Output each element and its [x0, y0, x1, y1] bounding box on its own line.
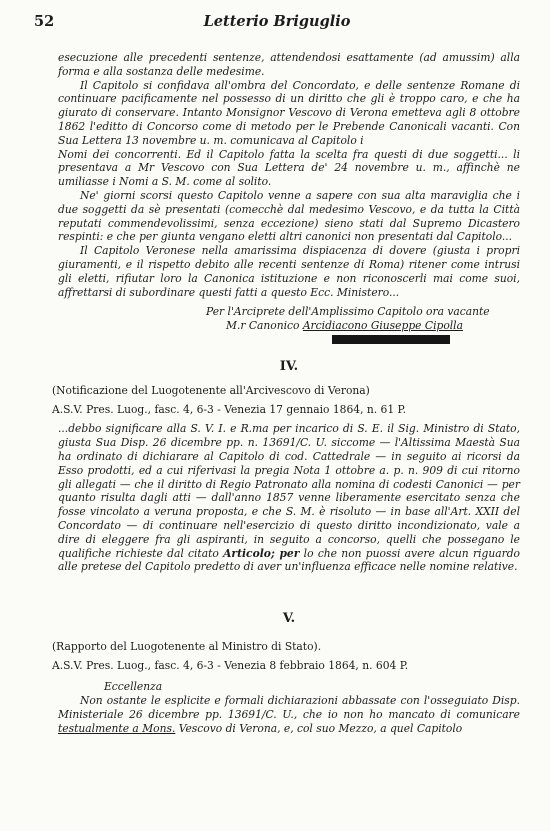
section-title: (Notificazione del Luogotenente all'Arcivescovo di Verona) [52, 383, 370, 397]
text-run: Vescovo di Verona, e, col suo Mezzo, a quel Capitolo [175, 721, 463, 735]
signature-block [58, 305, 520, 344]
paragraph: Ne' giorni scorsi questo Capitolo venne a sapere con sua alta maraviglia che i due soggetti da sè presentati (comecchè dal medesimo Vescovo, e da tutta la Città reputati commendevolissimi, senza eccezione) sieno stati dal Supremo Dicastero respinti: e che per giunta vengano eletti altri canonici non presentati dal Capitolo... [58, 188, 520, 244]
archive-reference: A.S.V. Pres. Luog., fasc. 4, 6-3 - Venezia 8 febbraio 1864, n. 604 P. [52, 658, 409, 672]
signature-line-2 [58, 319, 520, 333]
signature-prefix: M.r Canonico [226, 319, 303, 333]
page-header [34, 13, 520, 33]
page-number: 52 [34, 13, 55, 30]
paragraph: Nomi dei concorrenti. Ed il Capitolo fatta la scelta fra questi di due soggetti... li presentava a Mr Vescovo con Sua Lettera de' 24 novembre u. m., affinchè ne umiliasse i Nomi a S. M. come al solito. [58, 147, 520, 189]
running-title: Letterio Briguglio [203, 13, 351, 30]
page-body [52, 51, 520, 736]
paragraph-continuation: esecuzione alle precedenti sentenze, attendendosi esattamente (ad amussim) alla forma e alla sostanza delle medesime. [58, 51, 520, 78]
redaction-bar [332, 335, 450, 344]
section-title: (Rapporto del Luogotenente al Ministro di Stato). [52, 639, 322, 653]
archive-reference: A.S.V. Pres. Luog., fasc. 4, 6-3 - Venezia 17 gennaio 1864, n. 61 P. [52, 402, 406, 416]
paragraph [58, 694, 520, 735]
text-run: Non ostante le esplicite e formali dichiarazioni abbassate con l'osseguiato Disp. Ministeriale 26 dicembre pp. 13691/C. U., che io non ho mancato di comunicare [58, 694, 520, 722]
section-numeral-iv: IV. [279, 358, 299, 374]
signature-name: Arcidiacono Giuseppe Cipolla [302, 319, 463, 333]
bold-text-run: Articolo; per [223, 546, 300, 560]
paragraph: Il Capitolo si confidava all'ombra del Concordato, e delle sentenze Romane di continuare pacificamente nel possesso di un diritto che gli è troppo caro, e che ha giurato di conservare. Intanto Monsignor Vescovo di Verona emetteva agli 8 ottobre 1862 l'editto di Concorso come di metodo per le Prebende Canonicali vacanti. Con Sua Lettera 13 novembre u. m. comunicava al Capitolo i [58, 78, 520, 147]
text-run: ...debbo significare alla S. V. I. e R.ma per incarico di S. E. il Sig. Ministro di Stato, giusta Sua Disp. 26 dicembre pp. n. 13691/C. U. siccome — l'Altissima Maestà Sua ha ordinato di dichiarare al Capitolo di cod. Cattedrale — in seguito ai ricorsi da Esso prodotti, ed a cui riferivasi la pregia Nota 1 ottobre a. p. n. 909 di cui ritorno gli allegati — che il diritto di Regio Patronato alla nomina di codesti Canonici — per quanto risulta dagli atti — dall'anno 1857 venne liberamente esercitato senza che fosse vincolato a veruna proposta, e che S. M. è risoluto — in base all'Art. XXII del Concordato — di continuare nell'esercizio di questo diritto incondizionato, vale a dire di eleggere fra gli aspiranti, in seguito a concorso, quelli che possegano le qualifiche richieste dal citato [58, 422, 520, 560]
text-run: lo che non puossi avere alcun riguardo alle pretese del Capitolo predetto di aver un'influenza efficace nelle nomine relative. [58, 546, 520, 574]
salutation: Eccellenza [104, 680, 163, 694]
section-numeral-v: V. [282, 611, 296, 627]
underlined-text-run: testualmente a Mons. [58, 721, 176, 735]
signature-line-1: Per l'Arciprete dell'Amplissimo Capitolo ora vacante [206, 305, 490, 319]
paragraph [58, 422, 520, 574]
paragraph: Il Capitolo Veronese nella amarissima dispiacenza di dovere (giusta i propri giuramenti, e il rispetto debito alle recenti sentenze di Roma) ritener come intrusi gli eletti, rifiutar loro la Canonica istituzione e non riconoscerli mai come suoi, affrettarsi di subordinare questi fatti a questo Ecc. Ministero... [58, 244, 520, 299]
